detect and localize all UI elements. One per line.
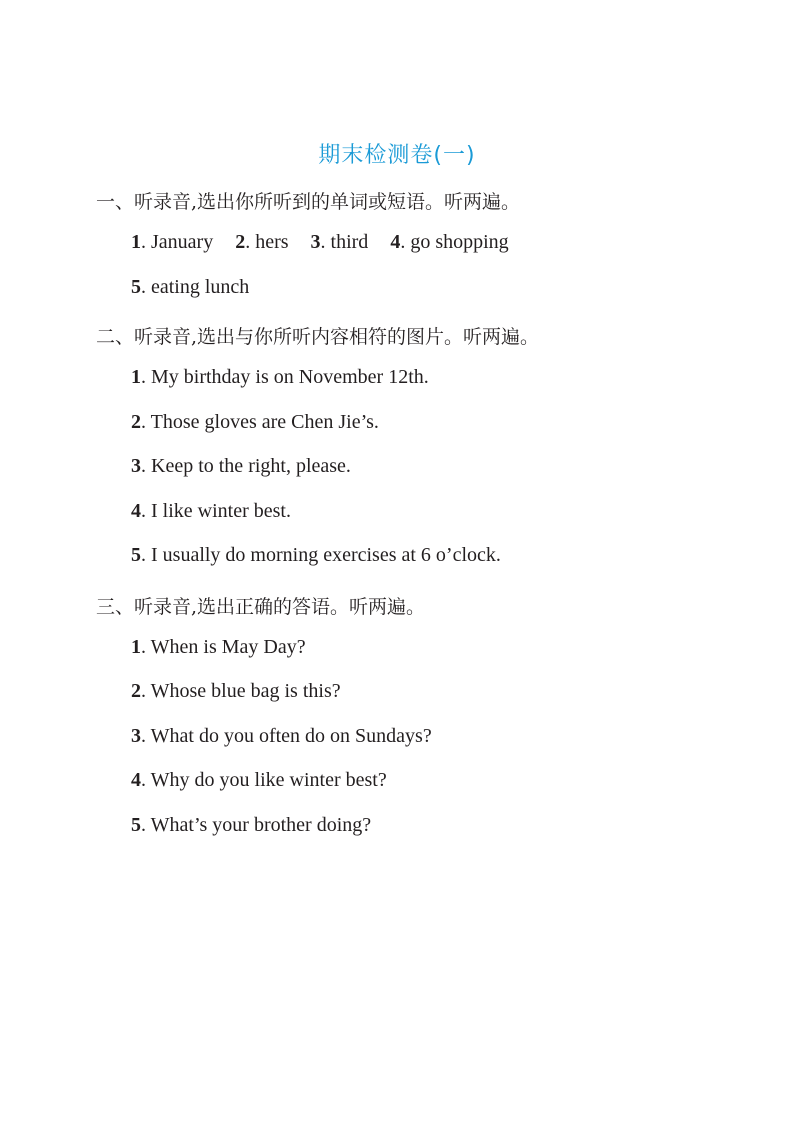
item-number: 5 (131, 544, 141, 566)
item-number: 2 (131, 411, 141, 433)
item-text: . third (320, 231, 369, 253)
item-text: . I usually do morning exercises at 6 o’clock. (141, 544, 501, 566)
list-item (131, 769, 387, 792)
list-item (131, 725, 432, 748)
item-text: . Whose blue bag is this? (141, 680, 341, 702)
section-heading-3: 三、听录音,选出正确的答语。听两遍。 (96, 596, 426, 618)
item-text: . January (141, 231, 214, 253)
list-item (131, 636, 306, 659)
list-item (235, 231, 288, 254)
list-item (390, 231, 508, 254)
list-item (131, 814, 371, 837)
item-number: 4 (131, 500, 141, 522)
list-item (131, 411, 379, 434)
list-item (131, 455, 351, 478)
item-text: . What’s your brother doing? (141, 814, 372, 836)
list-item (131, 500, 291, 523)
list-item (131, 680, 341, 703)
item-text: . When is May Day? (141, 636, 306, 658)
item-number: 1 (131, 231, 141, 253)
item-text: . What do you often do on Sundays? (141, 725, 432, 747)
item-text: . Those gloves are Chen Jie’s. (141, 411, 379, 433)
section-heading-2: 二、听录音,选出与你所听内容相符的图片。听两遍。 (96, 326, 540, 348)
item-number: 2 (235, 231, 246, 253)
item-number: 2 (131, 680, 141, 702)
item-number: 3 (131, 455, 141, 477)
item-text: . My birthday is on November 12th. (141, 366, 429, 388)
list-item (131, 366, 429, 389)
item-text: . I like winter best. (141, 500, 291, 522)
item-number: 5 (131, 814, 141, 836)
item-text: . eating lunch (141, 276, 250, 298)
item-number: 4 (390, 231, 401, 253)
item-number: 1 (131, 636, 141, 658)
section-1-row-1 (131, 231, 509, 254)
list-item (131, 231, 213, 254)
item-text: . hers (245, 231, 289, 253)
item-number: 3 (131, 725, 141, 747)
list-item (311, 231, 369, 254)
item-number: 5 (131, 276, 141, 298)
list-item (131, 276, 249, 299)
item-text: . Keep to the right, please. (141, 455, 351, 477)
item-text: . Why do you like winter best? (141, 769, 387, 791)
page-title: 期末检测卷(一) (318, 143, 476, 168)
item-text: . go shopping (400, 231, 509, 253)
list-item (131, 544, 501, 567)
item-number: 1 (131, 366, 141, 388)
item-number: 3 (310, 231, 321, 253)
item-number: 4 (131, 769, 141, 791)
section-heading-1: 一、听录音,选出你所听到的单词或短语。听两遍。 (96, 191, 521, 213)
